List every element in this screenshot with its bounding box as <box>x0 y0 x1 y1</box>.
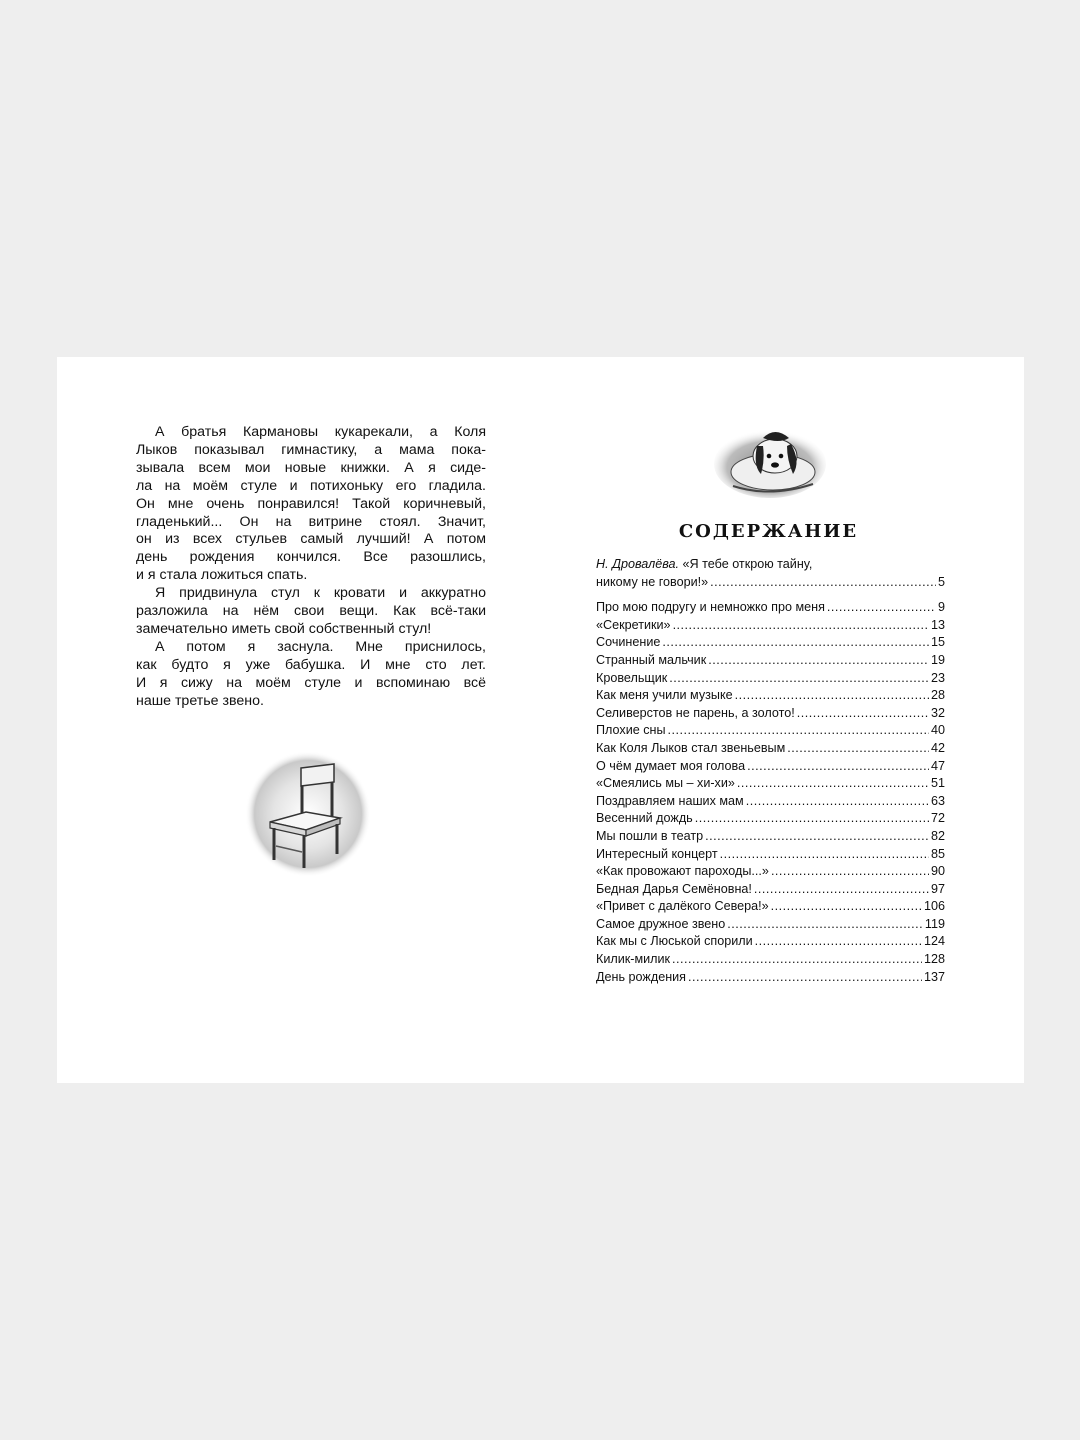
toc-page-number: 42 <box>930 740 945 755</box>
toc-gap <box>596 591 945 599</box>
leader-dots <box>771 863 929 881</box>
leader-dots <box>737 775 929 793</box>
text-line: замечательно иметь свой собственный стул! <box>136 620 432 637</box>
toc-entry-title: Самое дружное звено <box>596 916 726 931</box>
toc-entry-title: Странный мальчик <box>596 652 707 667</box>
toc-intro-title: «Я тебе открою тайну, <box>682 557 813 571</box>
toc-entry <box>596 634 945 652</box>
leader-dots <box>727 916 923 934</box>
toc-entry <box>596 881 945 899</box>
leader-dots <box>720 846 929 864</box>
toc-intro-author: Н. Дровалёва. <box>596 557 680 571</box>
text-line: Я придвинула стул к кровати и аккуратно <box>155 585 486 602</box>
toc-page-number: 128 <box>923 952 945 967</box>
text-line: гладенький... Он на витрине стоял. Значит, <box>136 513 486 530</box>
leader-dots <box>771 898 922 916</box>
toc-entry-title: Как мы с Люськой спорили <box>596 934 753 949</box>
toc-entry-title: Кровельщик <box>596 670 668 685</box>
toc-entry <box>596 722 945 740</box>
text-line: А братья Кармановы кукарекали, а Коля <box>155 424 486 440</box>
toc-heading: СОДЕРЖАНИЕ <box>678 521 859 542</box>
leader-dots <box>754 881 929 899</box>
chair-illustration <box>244 750 372 878</box>
leader-dots <box>668 722 929 740</box>
dog-illustration <box>713 416 828 499</box>
left-page-text <box>136 424 486 711</box>
toc-entry-title: Килик-милик <box>596 952 671 967</box>
toc-page-number: 40 <box>930 723 945 738</box>
leader-dots <box>827 599 936 617</box>
toc-page-number: 32 <box>930 705 945 720</box>
toc-entry <box>596 740 945 758</box>
toc-page-number: 119 <box>924 916 945 931</box>
toc-intro-title-cont: никому не говори!» <box>596 574 709 589</box>
toc-entry-title: Весенний дождь <box>596 811 693 826</box>
toc-page-number: 137 <box>923 969 945 984</box>
toc-entry <box>596 846 945 864</box>
text-line: ла на моём стуле и потихоньку его гладила. <box>136 477 486 494</box>
text-line: Он мне очень понравился! Такой коричневый, <box>136 495 486 512</box>
toc-page-number: 63 <box>930 793 945 808</box>
text-line: как будто я уже бабушка. И мне сто лет. <box>136 656 486 673</box>
text-line: он из всех стульев самый лучший! А потом <box>136 531 486 548</box>
leader-dots <box>787 740 929 758</box>
toc-entry-title: Как Коля Лыков стал звеньевым <box>596 740 786 755</box>
text-line: Лыков показывал гимнастику, а мама пока- <box>136 441 486 458</box>
toc-entry-title: День рождения <box>596 969 687 984</box>
leader-dots <box>708 652 929 670</box>
toc-entry-title: Селиверстов не парень, а золото! <box>596 705 795 720</box>
toc-page-number: 19 <box>930 652 945 667</box>
toc-entry <box>596 670 945 688</box>
toc-page-number: 72 <box>930 811 945 826</box>
toc-entry-title: Поздравляем наших мам <box>596 793 744 808</box>
leader-dots <box>673 617 929 635</box>
text-line: зывала всем мои новые книжки. А я сиде- <box>136 459 486 476</box>
toc-entry <box>596 828 945 846</box>
toc-entry-title: «Как провожают пароходы...» <box>596 864 769 879</box>
leader-dots <box>705 828 929 846</box>
text-line: разложила на нём свои вещи. Как всё-таки <box>136 603 486 620</box>
leader-dots <box>672 951 922 969</box>
text-line: и я стала ложиться спать. <box>136 567 308 584</box>
toc-entry <box>596 810 945 828</box>
toc-page-number: 15 <box>930 635 945 650</box>
text-line: день рождения кончился. Все разошлись, <box>136 549 486 566</box>
toc-entry <box>596 599 945 617</box>
leader-dots <box>797 705 929 723</box>
toc-entry-title: Бедная Дарья Семёновна! <box>596 881 752 896</box>
toc-entry <box>596 933 945 951</box>
toc-entry <box>596 916 945 934</box>
toc-entry-title: «Секретики» <box>596 617 671 632</box>
toc-entry <box>596 863 945 881</box>
leader-dots <box>735 687 929 705</box>
toc-page-number: 13 <box>930 617 945 632</box>
toc-entry-title: Плохие сны <box>596 723 666 738</box>
toc-entry <box>596 898 945 916</box>
toc-entry-title: Как меня учили музыке <box>596 688 733 703</box>
toc-page-number: 47 <box>930 758 945 773</box>
toc-entry-title: Про мою подругу и немножко про меня <box>596 600 825 615</box>
leader-dots <box>695 810 929 828</box>
toc-page-number: 82 <box>930 828 945 843</box>
toc-entry-title: «Привет с далёкого Севера!» <box>596 899 769 914</box>
toc-page-number: 124 <box>923 934 945 949</box>
toc-entry <box>596 687 945 705</box>
toc-page-number: 97 <box>930 881 945 896</box>
toc-entries <box>596 599 945 986</box>
toc-entry-title: Интересный концерт <box>596 846 718 861</box>
leader-dots <box>688 969 922 987</box>
toc-entry-title: Мы пошли в театр <box>596 828 704 843</box>
toc-intro-line1 <box>596 556 945 574</box>
toc-page-number: 106 <box>923 899 945 914</box>
leader-dots <box>747 758 929 776</box>
toc-entry <box>596 969 945 987</box>
text-line: И я сижу на моём стуле и вспоминаю всё <box>136 674 486 691</box>
toc-page-number: 90 <box>930 864 945 879</box>
toc-page-number: 23 <box>930 670 945 685</box>
toc-entry-title: «Смеялись мы – хи-хи» <box>596 776 735 791</box>
toc-intro-line2 <box>596 574 945 592</box>
toc-entry <box>596 617 945 635</box>
toc-page-number: 85 <box>930 846 945 861</box>
leader-dots <box>669 670 929 688</box>
toc-entry <box>596 652 945 670</box>
text-line: А потом я заснула. Мне приснилось, <box>155 638 486 655</box>
toc-entry-title: Сочинение <box>596 635 661 650</box>
toc-page-number: 51 <box>930 776 945 791</box>
toc-entry <box>596 705 945 723</box>
toc-page-number: 5 <box>937 574 945 589</box>
toc-page-number: 9 <box>937 600 945 615</box>
text-line: наше третье звено. <box>136 692 264 709</box>
leader-dots <box>710 574 936 592</box>
toc-entry <box>596 951 945 969</box>
leader-dots <box>746 793 929 811</box>
toc-entry <box>596 758 945 776</box>
toc-page-number: 28 <box>930 688 945 703</box>
leader-dots <box>662 634 929 652</box>
toc-entry <box>596 793 945 811</box>
toc-entry <box>596 775 945 793</box>
table-of-contents <box>596 556 945 986</box>
toc-entry-title: О чём думает моя голова <box>596 758 746 773</box>
leader-dots <box>755 933 922 951</box>
